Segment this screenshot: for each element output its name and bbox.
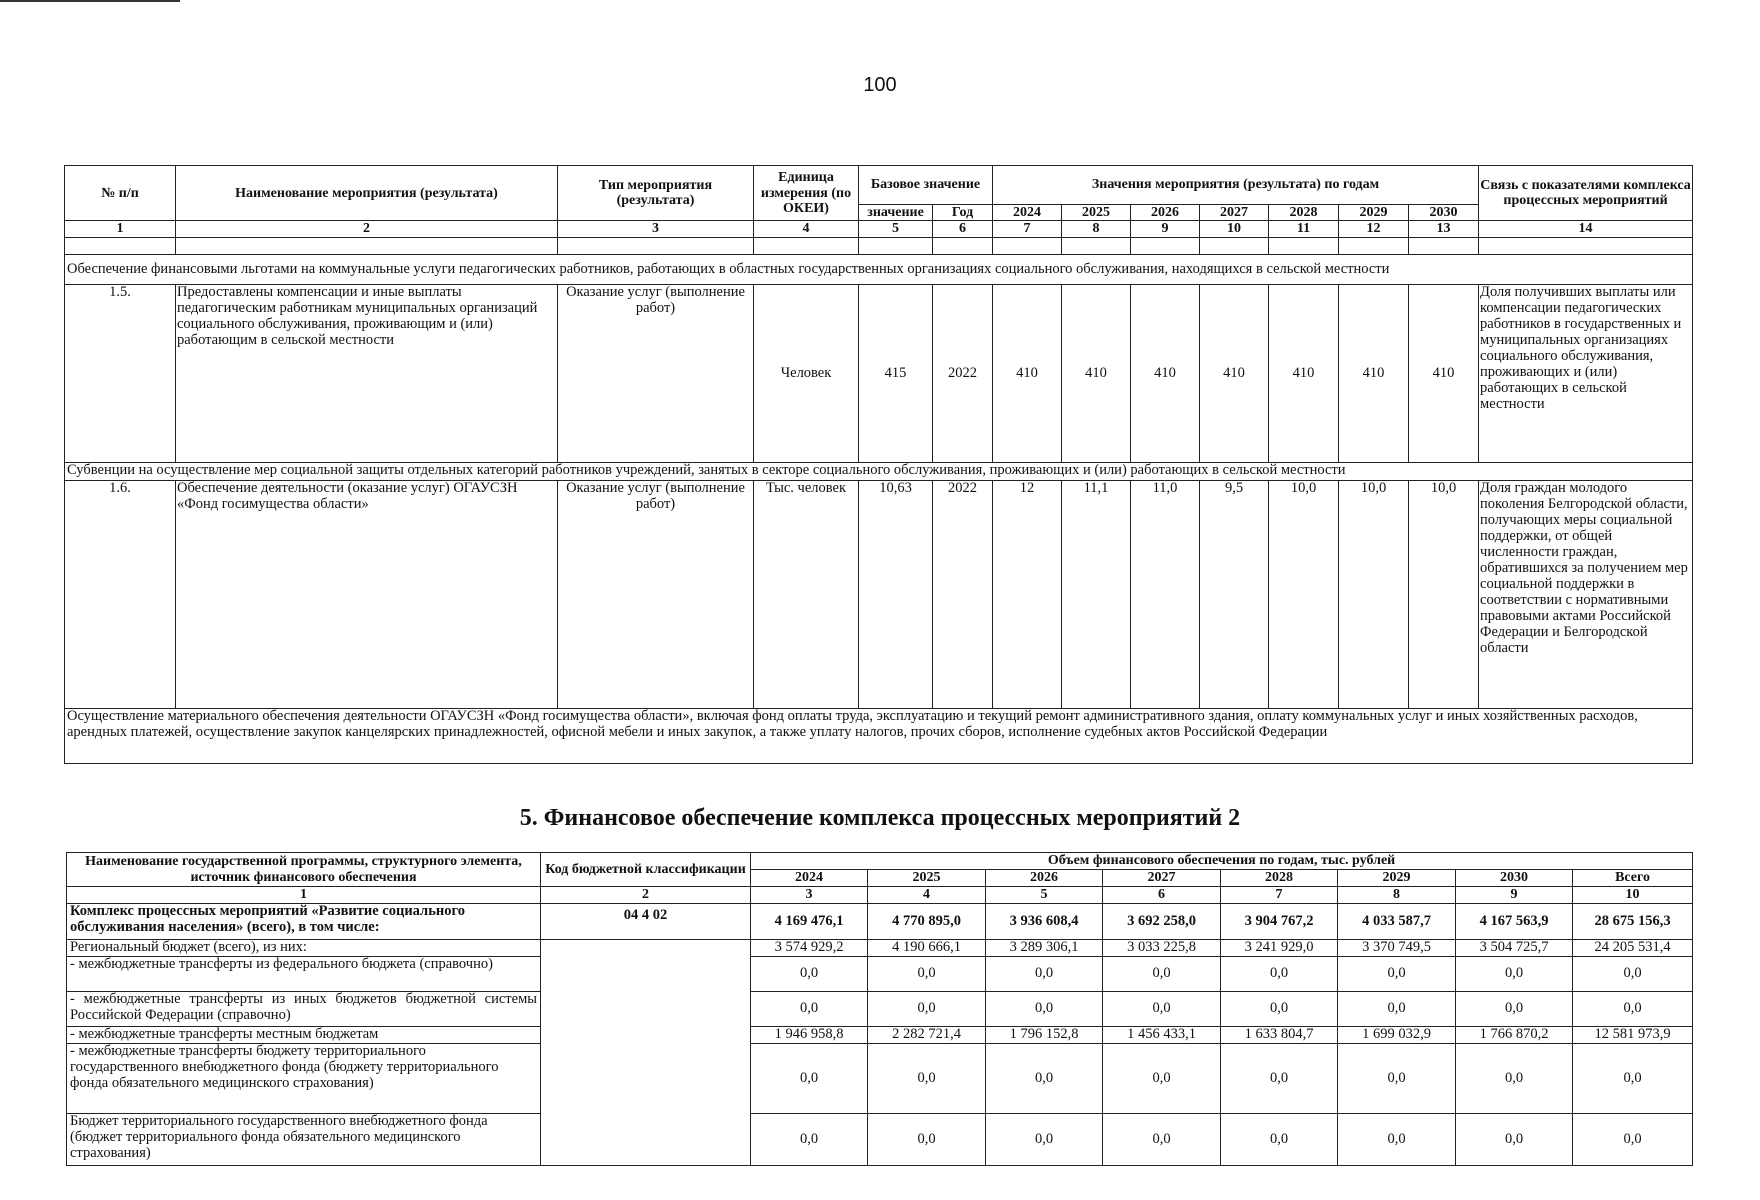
column-number: 4 (754, 221, 859, 238)
column-number: 13 (1409, 221, 1479, 238)
activity-name: Обеспечение деятельности (оказание услуг) ОГАУСЗН «Фонд госимущества области» (176, 481, 558, 709)
section-heading: Субвенции на осуществление мер социальной защиты отдельных категорий работников учреждений, занятых в секторе социального обслуживания, проживающих и (или) работающих в сельской местности (65, 463, 1693, 481)
col-num-header: № п/п (65, 166, 176, 221)
amount-value: 0,0 (1103, 992, 1221, 1027)
col-code-header: Код бюджетной классификации (541, 853, 751, 887)
col-years-header: Значения мероприятия (результата) по годам (993, 166, 1479, 205)
column-number: 6 (933, 221, 993, 238)
column-number: 5 (859, 221, 933, 238)
column-number: 3 (751, 887, 868, 904)
section-heading: Осуществление материального обеспечения деятельности ОГАУСЗН «Фонд госимущества области», включая фонд оплаты труда, эксплуатацию и текущий ремонт административного здания, оплату коммунальных услуг и иных хозяйственных расходов, арендных платежей, осуществление закупок канцелярских принадлежностей, офисной мебели и иных закупок, а также уплату налогов, прочих сборов, исполнение судебных актов Российской Федерации (65, 709, 1693, 764)
amount-value: 0,0 (751, 1114, 868, 1166)
amount-value: 1 456 433,1 (1103, 1027, 1221, 1044)
year-value: 11,0 (1131, 481, 1200, 709)
column-number: 9 (1456, 887, 1573, 904)
year-header: 2029 (1339, 205, 1409, 221)
table-row (67, 1044, 1693, 1114)
column-number: 6 (1103, 887, 1221, 904)
unit-value: Тыс. человек (754, 481, 859, 709)
amount-value: 0,0 (1456, 1044, 1573, 1114)
total-header: Всего (1573, 870, 1693, 887)
amount-total: 24 205 531,4 (1573, 940, 1693, 957)
year-value: 10,0 (1269, 481, 1339, 709)
amount-value: 0,0 (868, 1044, 986, 1114)
column-number: 10 (1573, 887, 1693, 904)
section-title: 5. Финансовое обеспечение комплекса процессных мероприятий 2 (519, 805, 1241, 831)
source-name: Комплекс процессных мероприятий «Развитие социального обслуживания населения» (всего), в том числе: (67, 904, 541, 940)
financing-table (66, 852, 1693, 1166)
year-value: 410 (1200, 285, 1269, 463)
amount-total: 28 675 156,3 (1573, 904, 1693, 940)
col-base-value-header: значение (859, 205, 933, 221)
section-row (65, 255, 1693, 285)
year-value: 410 (1062, 285, 1131, 463)
amount-value: 0,0 (1338, 1044, 1456, 1114)
amount-value: 3 370 749,5 (1338, 940, 1456, 957)
table-row (67, 904, 1693, 940)
amount-value: 0,0 (986, 957, 1103, 992)
amount-value: 4 190 666,1 (868, 940, 986, 957)
amount-value: 0,0 (986, 1114, 1103, 1166)
amount-value: 0,0 (1338, 1114, 1456, 1166)
amount-value: 4 033 587,7 (1338, 904, 1456, 940)
amount-total: 0,0 (1573, 1044, 1693, 1114)
column-number: 2 (541, 887, 751, 904)
year-header: 2028 (1269, 205, 1339, 221)
column-number: 8 (1338, 887, 1456, 904)
amount-value: 0,0 (1456, 1114, 1573, 1166)
amount-value: 3 574 929,2 (751, 940, 868, 957)
year-header: 2029 (1338, 870, 1456, 887)
column-number: 5 (986, 887, 1103, 904)
budget-code-empty (541, 940, 751, 1166)
year-header: 2024 (751, 870, 868, 887)
amount-value: 1 796 152,8 (986, 1027, 1103, 1044)
base-value: 415 (859, 285, 933, 463)
amount-value: 0,0 (868, 992, 986, 1027)
year-header: 2024 (993, 205, 1062, 221)
amount-value: 4 167 563,9 (1456, 904, 1573, 940)
amount-total: 0,0 (1573, 992, 1693, 1027)
base-year: 2022 (933, 481, 993, 709)
column-number: 1 (65, 221, 176, 238)
amount-value: 0,0 (1456, 957, 1573, 992)
amount-value: 0,0 (751, 1044, 868, 1114)
amount-value: 4 169 476,1 (751, 904, 868, 940)
amount-value: 3 692 258,0 (1103, 904, 1221, 940)
amount-value: 0,0 (1103, 957, 1221, 992)
table-row (67, 940, 1693, 957)
amount-total: 0,0 (1573, 1114, 1693, 1166)
amount-value: 0,0 (1221, 957, 1338, 992)
row-number: 1.6. (65, 481, 176, 709)
table-row (67, 1114, 1693, 1166)
page-number: 100 (863, 74, 897, 96)
year-value: 9,5 (1200, 481, 1269, 709)
amount-value: 1 699 032,9 (1338, 1027, 1456, 1044)
activity-name: Предоставлены компенсации и иные выплаты педагогическим работникам муниципальных организаций социального обслуживания, проживающим и (или) работающим в сельской местности (176, 285, 558, 463)
source-name: Бюджет территориального государственного внебюджетного фонда (бюджет территориального фонда обязательного медицинского страхования) (67, 1114, 541, 1166)
amount-value: 0,0 (986, 1044, 1103, 1114)
source-name: Региональный бюджет (всего), из них: (67, 940, 541, 957)
year-value: 410 (1339, 285, 1409, 463)
unit-value: Человек (754, 285, 859, 463)
amount-value: 0,0 (868, 1114, 986, 1166)
base-year: 2022 (933, 285, 993, 463)
column-number: 9 (1131, 221, 1200, 238)
col-volume-header: Объем финансового обеспечения по годам, тыс. рублей (751, 853, 1693, 870)
source-name: - межбюджетные трансферты местным бюджетам (67, 1027, 541, 1044)
budget-code: 04 4 02 (541, 904, 751, 940)
table-row (65, 481, 1693, 709)
year-value: 12 (993, 481, 1062, 709)
year-value: 410 (1131, 285, 1200, 463)
column-number: 7 (993, 221, 1062, 238)
column-numbers-row (67, 887, 1693, 904)
col-name-header: Наименование государственной программы, структурного элемента, источник финансового обеспечения (67, 853, 541, 887)
source-name: - межбюджетные трансферты из федерального бюджета (справочно) (67, 957, 541, 992)
amount-value: 1 633 804,7 (1221, 1027, 1338, 1044)
column-number: 2 (176, 221, 558, 238)
amount-value: 1 766 870,2 (1456, 1027, 1573, 1044)
col-name-header: Наименование мероприятия (результата) (176, 166, 558, 221)
amount-value: 0,0 (1338, 957, 1456, 992)
year-value: 410 (993, 285, 1062, 463)
column-number: 4 (868, 887, 986, 904)
amount-value: 0,0 (1103, 1044, 1221, 1114)
section-row (65, 463, 1693, 481)
table-row (67, 957, 1693, 992)
column-number: 7 (1221, 887, 1338, 904)
section-row (65, 709, 1693, 764)
source-name: - межбюджетные трансферты бюджету территориального государственного внебюджетного фонда (бюджету территориального фонда обязательного медицинского страхования) (67, 1044, 541, 1114)
column-number: 8 (1062, 221, 1131, 238)
year-header: 2027 (1200, 205, 1269, 221)
amount-value: 2 282 721,4 (868, 1027, 986, 1044)
amount-value: 0,0 (1221, 1114, 1338, 1166)
amount-value: 1 946 958,8 (751, 1027, 868, 1044)
amount-value: 0,0 (868, 957, 986, 992)
corner-scan-mark (0, 0, 180, 2)
year-value: 11,1 (1062, 481, 1131, 709)
year-value: 410 (1269, 285, 1339, 463)
amount-value: 0,0 (751, 992, 868, 1027)
year-header: 2025 (1062, 205, 1131, 221)
col-base-year-header: Год (933, 205, 993, 221)
col-base-header: Базовое значение (859, 166, 993, 205)
year-header: 2030 (1456, 870, 1573, 887)
activities-table (64, 165, 1693, 764)
column-number: 11 (1269, 221, 1339, 238)
table-row (67, 1027, 1693, 1044)
amount-value: 0,0 (751, 957, 868, 992)
year-value: 10,0 (1409, 481, 1479, 709)
column-number: 1 (67, 887, 541, 904)
col-link-header: Связь с показателями комплекса процессных мероприятий (1479, 166, 1693, 221)
column-number: 10 (1200, 221, 1269, 238)
amount-value: 0,0 (1221, 1044, 1338, 1114)
table-row (67, 992, 1693, 1027)
amount-value: 3 033 225,8 (1103, 940, 1221, 957)
source-name: - межбюджетные трансферты из иных бюджетов бюджетной системы Российской Федерации (справочно) (67, 992, 541, 1027)
amount-value: 3 504 725,7 (1456, 940, 1573, 957)
activity-type: Оказание услуг (выполнение работ) (558, 285, 754, 463)
amount-value: 3 241 929,0 (1221, 940, 1338, 957)
year-value: 410 (1409, 285, 1479, 463)
amount-value: 4 770 895,0 (868, 904, 986, 940)
col-type-header: Тип мероприятия (результата) (558, 166, 754, 221)
column-number: 3 (558, 221, 754, 238)
year-header: 2027 (1103, 870, 1221, 887)
col-unit-header: Единица измерения (по ОКЕИ) (754, 166, 859, 221)
base-value: 10,63 (859, 481, 933, 709)
amount-value: 3 289 306,1 (986, 940, 1103, 957)
amount-value: 0,0 (1221, 992, 1338, 1027)
year-header: 2028 (1221, 870, 1338, 887)
column-numbers-row (65, 221, 1693, 238)
empty-row (65, 238, 1693, 255)
amount-value: 3 904 767,2 (1221, 904, 1338, 940)
year-header: 2025 (868, 870, 986, 887)
amount-value: 0,0 (1338, 992, 1456, 1027)
amount-total: 12 581 973,9 (1573, 1027, 1693, 1044)
indicator-link: Доля граждан молодого поколения Белгородской области, получающих меры социальной поддержки, от общей численности граждан, обратившихся за получением мер социальной поддержки в соответствии с нормативными правовыми актами Российской Федерации и Белгородской области (1479, 481, 1693, 709)
amount-value: 3 936 608,4 (986, 904, 1103, 940)
year-header: 2030 (1409, 205, 1479, 221)
year-header: 2026 (1131, 205, 1200, 221)
year-header: 2026 (986, 870, 1103, 887)
section-heading: Обеспечение финансовыми льготами на коммунальные услуги педагогических работников, работающих в областных государственных организациях социального обслуживания, находящихся в сельской местности (65, 255, 1693, 285)
amount-value: 0,0 (1456, 992, 1573, 1027)
indicator-link: Доля получивших выплаты или компенсации педагогических работников в государственных и муниципальных организациях социального обслуживания, проживающих и (или) работающих в сельской местности (1479, 285, 1693, 463)
table-row (65, 285, 1693, 463)
amount-total: 0,0 (1573, 957, 1693, 992)
amount-value: 0,0 (986, 992, 1103, 1027)
column-number: 12 (1339, 221, 1409, 238)
year-value: 10,0 (1339, 481, 1409, 709)
column-number: 14 (1479, 221, 1693, 238)
activity-type: Оказание услуг (выполнение работ) (558, 481, 754, 709)
row-number: 1.5. (65, 285, 176, 463)
amount-value: 0,0 (1103, 1114, 1221, 1166)
